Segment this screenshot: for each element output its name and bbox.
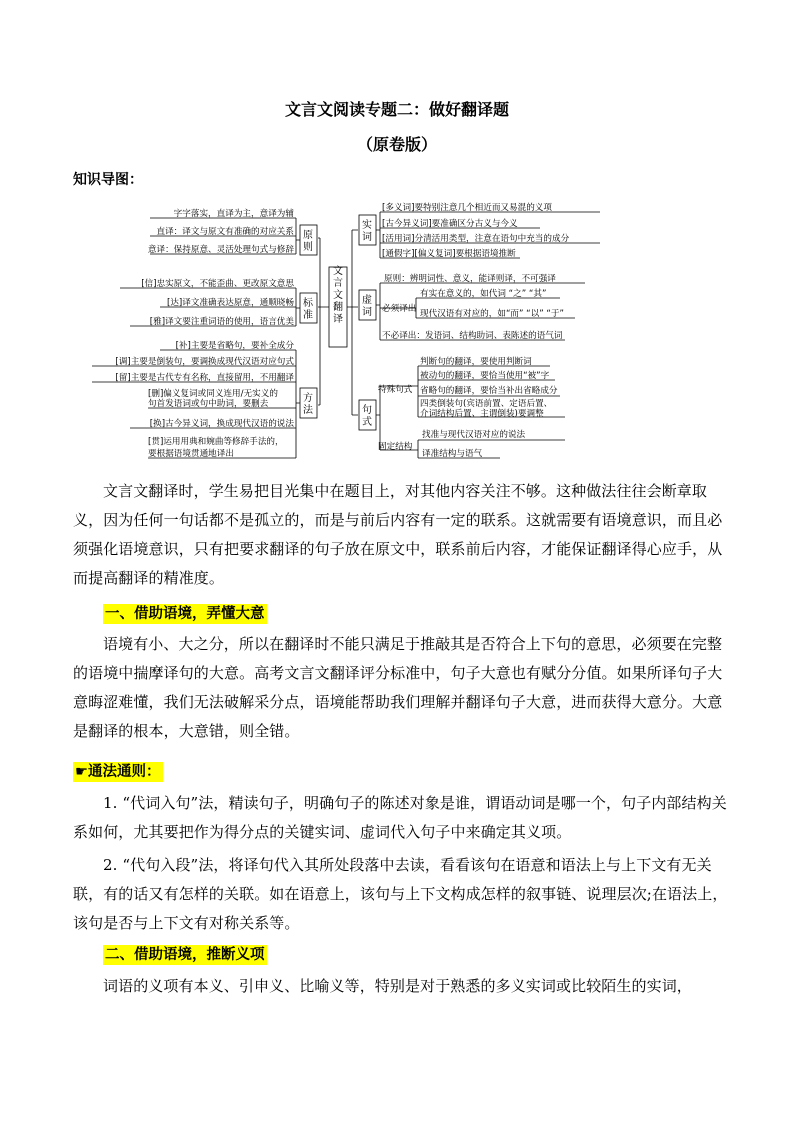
yuanze-item: 直译：译文与原文有准确的对应关系 [156, 227, 294, 237]
fangfa-item: [补]主要是省略句，要补全成分 [175, 341, 294, 351]
biaozhun-item: [雅]译文要注重词语的使用，语言优美 [149, 317, 294, 327]
jushi-item: 省略句的翻译，要恰当补出省略成分 [420, 386, 558, 396]
branch-fangfa: 方法 [303, 393, 313, 416]
fangfa-item: [调]主要是倒装句，要调换成现代汉语对应句式 [115, 357, 294, 367]
section-heading-1: 一、借助语境，弄懂大意 [105, 606, 265, 622]
branch-shici: 实词 [362, 220, 372, 243]
point-1: 1. “代词入句”法，精读句子，明确句子的陈述对象是谁，谓语动词是哪一个，句子内部结构关系如何，尤其要把作为得分点的关键实词、虚词代入句子中来确定其义项。 [73, 794, 727, 841]
mindmap-root: 文言文翻译 [333, 266, 343, 325]
xuci-item: 不必译出：发语词、结构助词、表陈述的语气词 [382, 331, 563, 341]
jushi-sub: 固定结构 [378, 442, 413, 452]
jushi-item: 译准结构与语气 [422, 449, 483, 459]
fangfa-item: 句首发语词或句中助词，要删去 [148, 399, 269, 409]
xuci-item: 有实在意义的，如代词 “之” “其” [420, 289, 547, 299]
fangfa-item: [贯]运用用典和婉曲等修辞手法的， [148, 437, 284, 447]
xuci-item: 现代汉语有对应的，如“而” “以” “于” [420, 309, 564, 319]
rule-heading: ☛通法通则： [75, 764, 161, 780]
mindmap-label: 知识导图： [73, 172, 143, 188]
xuci-item: 原则：辨明词性、意义，能译则译，不可强译 [384, 274, 556, 284]
yuanze-item: 意译：保持原意、灵活处理句式与修辞 [147, 245, 294, 255]
jushi-item: 介词结构后置、主谓倒装)要调整 [420, 409, 544, 419]
jushi-sub: 特殊句式 [378, 385, 413, 395]
shici-item: [多义词]要特别注意几个相近而又易混的义项 [382, 203, 552, 213]
fangfa-item: [留]主要是古代专有名称，直接留用，不用翻译 [115, 373, 294, 383]
branch-yuanze: 原则 [303, 230, 313, 253]
yuanze-item: 字字落实，直译为主，意译为辅 [173, 209, 294, 219]
xuci-item: 必须译出 [382, 304, 417, 314]
branch-jushi: 句式 [362, 405, 372, 428]
jushi-item: 判断句的翻译，要使用判断词 [420, 357, 532, 367]
branch-biaozhun: 标准 [303, 298, 313, 321]
fangfa-item: [删]偏义复词或同义连用/无实义的 [148, 389, 278, 399]
biaozhun-item: [达]译文准确表达原意，通顺晓畅 [166, 298, 294, 308]
jushi-item: 四类倒装句(宾语前置、定语后置、 [420, 399, 553, 409]
mindmap-diagram [0, 190, 794, 470]
section-heading-2: 二、借助语境，推断义项 [105, 947, 265, 963]
paragraph-2: 词语的义项有本义、引申义、比喻义等，特别是对于熟悉的多义实词或比较陌生的实词， [103, 977, 692, 995]
branch-xuci: 虚词 [362, 295, 372, 318]
shici-item: [通假字][偏义复词]要根据语境推断 [382, 249, 516, 259]
page-subtitle: （原卷版） [356, 135, 437, 154]
biaozhun-item: [信]忠实原文，不能歪曲、更改原文意思 [141, 279, 294, 289]
jushi-item: 找准与现代汉语对应的说法 [422, 430, 526, 440]
page-title: 文言文阅读专题二：做好翻译题 [284, 100, 509, 119]
intro-paragraph: 文言文翻译时，学生易把目光集中在题目上，对其他内容关注不够。这种做法往往会断章取义，因为任何一句话都不是孤立的，而是与前后内容有一定的联系。这就需要有语境意识，而且必须强化语境意识，只有把要求翻译的句子放在原文中，联系前后内容，才能保证翻译得心应手，从而提高翻译的精准度。 [73, 482, 723, 587]
paragraph-1: 语境有小、大之分，所以在翻译时不能只满足于推敲其是否符合上下句的意思，必须要在完整的语境中揣摩译句的大意。高考文言文翻译评分标准中，句子大意也有赋分分值。如果所译句子大意晦涩难懂，我们无法破解采分点，语境能帮助我们理解并翻译句子大意，进而获得大意分。大意是翻译的根本，大意错，则全错。 [73, 635, 723, 740]
shici-item: [古今异义词]要准确区分古义与今义 [382, 219, 518, 229]
jushi-item: 被动句的翻译，要恰当使用“被”字 [420, 371, 550, 381]
shici-item: [活用词]分清活用类型，注意在语句中充当的成分 [382, 234, 570, 244]
fangfa-item: 要根据语境贯通地译出 [148, 449, 234, 459]
point-2: 2. “代句入段”法，将译句代入其所处段落中去读，看看该句在语意和语法上与上下文有无关联，有的话又有怎样的关联。如在语意上，该句与上下文构成怎样的叙事链、说理层次;在语法上，该句是否与上下文有对称关系等。 [73, 856, 728, 932]
fangfa-item: [换]古今异义词，换成现代汉语的说法 [149, 419, 294, 429]
